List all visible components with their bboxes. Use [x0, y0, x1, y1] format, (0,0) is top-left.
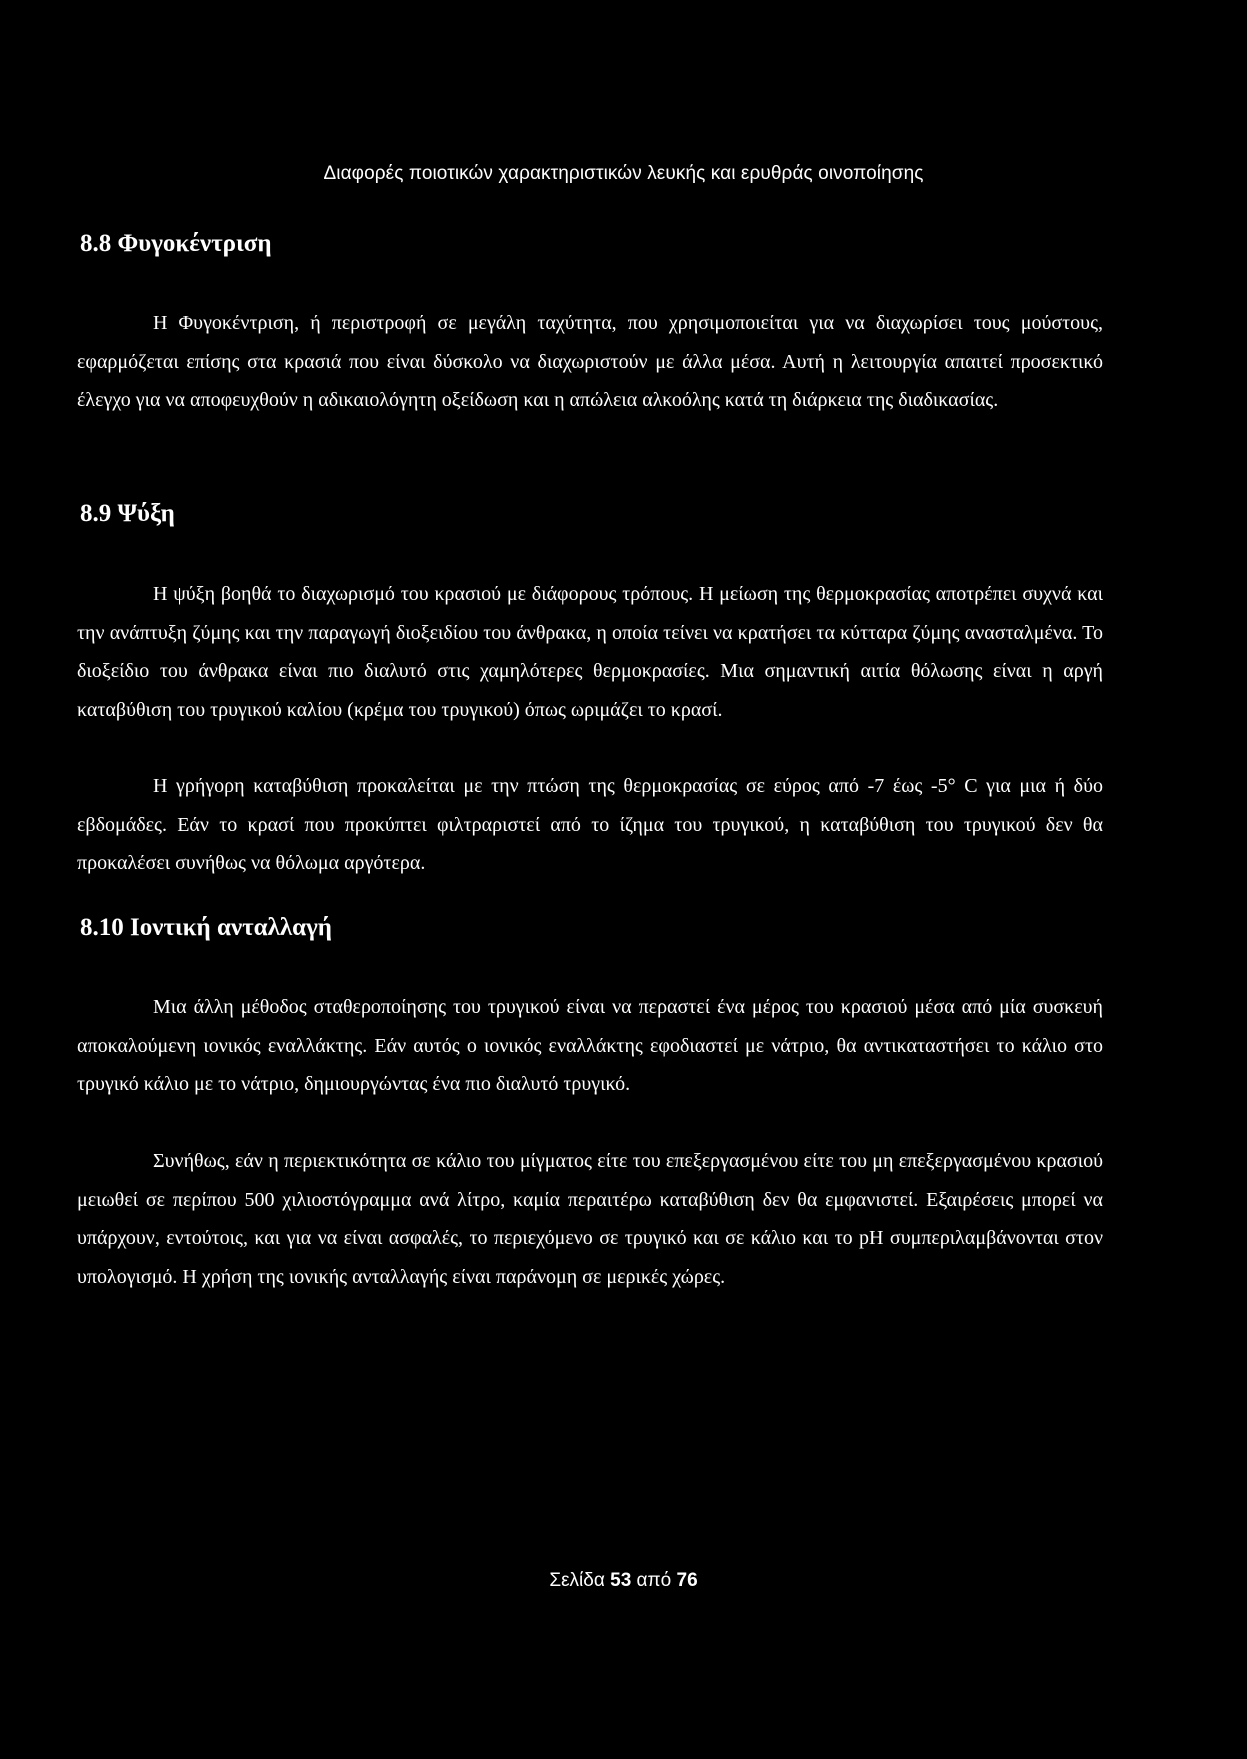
- paragraph-ion-exchange-1: Μια άλλη μέθοδος σταθεροποίησης του τρυγικού είναι να περαστεί ένα μέρος του κρασιού μέσα από μία συσκευή αποκαλούμενη ιονικός εναλλάκτης. Εάν αυτός ο ιονικός εναλλάκτης εφοδιαστεί με νάτριο, θα αντικαταστήσει το κάλιο στο τρυγικό κάλιο με το νάτριο, δημιουργώντας ένα πιο διαλυτό τρυγικό.: [77, 996, 1103, 1095]
- page-number: [0, 1570, 1247, 1592]
- total-pages-number: 76: [676, 1570, 698, 1591]
- section-heading-centrifugation: 8.8 Φυγοκέντριση: [80, 230, 272, 257]
- of-word: από: [636, 1570, 672, 1591]
- running-header: Διαφορές ποιοτικών χαρακτηριστικών λευκής και ερυθράς οινοποίησης: [323, 163, 924, 184]
- paragraph-ion-exchange-2: Συνήθως, εάν η περιεκτικότητα σε κάλιο του μίγματος είτε του επεξεργασμένου είτε του μη επεξεργασμένου κρασιού μειωθεί σε περίπου 500 χιλιοστόγραμμα ανά λίτρο, καμία περαιτέρω καταβύθιση δεν θα εμφανιστεί. Εξαιρέσεις μπορεί να υπάρχουν, εντούτοις, και για να είναι ασφαλές, το περιεχόμενο σε τρυγικό και σε κάλιο και το pH συμπεριλαμβάνονται στον υπολογισμό. Η χρήση της ιονικής ανταλλαγής είναι παράνομη σε μερικές χώρες.: [77, 1150, 1103, 1288]
- current-page-number: 53: [610, 1570, 632, 1591]
- paragraph-cooling-1: Η ψύξη βοηθά το διαχωρισμό του κρασιού με διάφορους τρόπους. Η μείωση της θερμοκρασίας αποτρέπει συχνά και την ανάπτυξη ζύμης και την παραγωγή διοξειδίου του άνθρακα, η οποία τείνει να κρατήσει τα κύτταρα ζύμης ανασταλμένα. Το διοξείδιο του άνθρακα είναι πιο διαλυτό στις χαμηλότερες θερμοκρασίες. Μια σημαντική αιτία θόλωσης είναι η αργή καταβύθιση του τρυγικού καλίου (κρέμα του τρυγικού) όπως ωριμάζει το κρασί.: [77, 583, 1103, 721]
- paragraph-cooling-2: Η γρήγορη καταβύθιση προκαλείται με την πτώση της θερμοκρασίας σε εύρος από -7 έως -5° C για μια ή δύο εβδομάδες. Εάν το κρασί που προκύπτει φιλτραριστεί από το ίζημα του τρυγικού, η καταβύθιση του τρυγικού δεν θα προκαλέσει συνήθως να θόλωμα αργότερα.: [77, 775, 1103, 874]
- section-heading-cooling: 8.9 Ψύξη: [80, 500, 175, 527]
- section-heading-ion-exchange: 8.10 Ιοντική ανταλλαγή: [80, 914, 333, 941]
- paragraph-centrifugation: Η Φυγοκέντριση, ή περιστροφή σε μεγάλη ταχύτητα, που χρησιμοποιείται για να διαχωρίσει τους μούστους, εφαρμόζεται επίσης στα κρασιά που είναι δύσκολο να διαχωριστούν με άλλα μέσα. Αυτή η λειτουργία απαιτεί προσεκτικό έλεγχο για να αποφευχθούν η αδικαιολόγητη οξείδωση και η απώλεια αλκοόλης κατά τη διάρκεια της διαδικασίας.: [77, 312, 1103, 411]
- page-word: Σελίδα: [549, 1570, 605, 1591]
